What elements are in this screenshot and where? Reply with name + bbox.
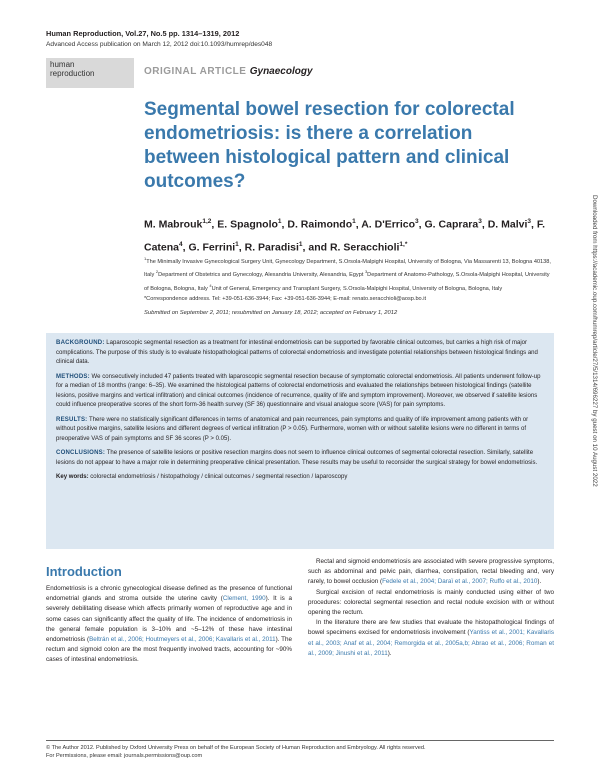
abstract-background: BACKGROUND: Laparoscopic segmental resection as a treatment for intestinal endometriosis can be supported by favorable clinical outcomes, but carries a high risk of major complications. The purpose of this study is to evaluate histopathological patterns of colorectal endometriosis and investigate potential relationships between histological findings and clinical data. xyxy=(56,340,538,365)
author-affiliation-marker: 3 xyxy=(478,218,482,225)
introduction-heading: Introduction xyxy=(46,564,122,579)
author-name: F. Catena xyxy=(144,218,546,253)
author-affiliation-marker: 3 xyxy=(415,218,419,225)
author-affiliation-marker: 1 xyxy=(277,218,282,225)
author-affiliation-marker: 3 xyxy=(527,218,531,225)
author-name: G. Caprara xyxy=(424,218,479,231)
footer-divider xyxy=(46,740,554,741)
author-affiliation-marker: 1 xyxy=(298,240,303,248)
download-watermark: Downloaded from https://academic.oup.com/humrep/article/27/5/1314/696227 by guest on 10 August 2022 xyxy=(591,195,598,487)
author-affiliation-marker: 4 xyxy=(179,240,183,248)
author-name: D. Raimondo xyxy=(287,218,353,231)
journal-logo-text: human reproduction xyxy=(50,60,95,78)
abstract-conclusions: CONCLUSIONS: The presence of satellite lesions or positive resection margins does not seem to influence clinical outcomes of segmental colorectal resection. Similarly, satellite lesions do not appear to have a major role in determining preoperative clinical presentation. These results may be useful to reconsider the surgical strategy for bowel endometriosis. xyxy=(56,450,538,466)
author-name: E. Spagnolo xyxy=(217,218,278,231)
journal-citation: Human Reproduction, Vol.27, No.5 pp. 1314–1319, 2012 xyxy=(46,29,240,38)
correspondence-address: *Correspondence address. Tel: +39-051-636-3944; Fax: +39-051-636-3944; E-mail: renato.seracchioli@aosp.bo.it xyxy=(144,296,427,302)
author-name: R. Paradisi xyxy=(244,241,299,253)
abstract-box xyxy=(46,333,554,549)
author-name: G. Ferrini xyxy=(188,241,236,253)
citation-link[interactable]: Clement, 1990 xyxy=(222,595,266,603)
citation-link[interactable]: Yantiss et al., 2001; Kavallaris et al., 2003; Anaf et al., 2004; Remorgida et al., 2005a,b; Abrao et al., 2006; Roman et al., 2009; Jinushi et al., 2011 xyxy=(308,629,554,657)
author-affiliation-marker: 1,2 xyxy=(202,218,212,225)
advance-access-line: Advanced Access publication on March 12, 2012 doi:10.1093/humrep/des048 xyxy=(46,41,273,48)
submission-dates: Submitted on September 2, 2011; resubmitted on January 18, 2012; accepted on February 1, 2012 xyxy=(144,310,398,316)
author-name: D. Malvi xyxy=(487,218,528,231)
author-name: R. Seracchioli xyxy=(329,241,400,253)
intro-right-column: Rectal and sigmoid endometriosis are associated with severe progressive symptoms, such as abdominal and pelvic pain, diarrhea, constipation, rectal bleeding and, very rarely, to bowel occlusion (Fedele et al., 2004; Daraï et al., 2007; Ruffo et al., 2010). Surgical excision of rectal endometriosis is mainly conducted using either of two procedures: colorectal segmental resection and rectal nodule excision with or without opening the rectum. In the literature there are few studies that evaluate the histopathological findings of bowel specimens excised for endometriosis involvement (Yantiss et al., 2001; Kavallaris et al., 2003; Anaf et al., 2004; Remorgida et al., 2005a,b; Abrao et al., 2006; Roman et al., 2009; Jinushi et al., 2011). xyxy=(308,558,554,657)
author-affiliation-marker: 1,* xyxy=(399,240,408,248)
citation-link[interactable]: Beltrán et al., 2006; Houtmeyers et al., 2006; Kavallaris et al., 2011 xyxy=(89,636,276,644)
paper-title: Segmental bowel resection for colorectal endometriosis: is there a correlation between histological pattern and clinical outcomes? xyxy=(144,99,515,192)
abstract-results: RESULTS: There were no statistically significant differences in terms of anatomical and pain recurrences, pain symptoms and quality of life improvement among patients with or without positive margins, satellite lesions and different degrees of vertical infiltration (P > 0.05). Furthermore, women with or without satellite lesions were no different in terms of preoperative VAS of pain symptoms and SF 36 scores (P > 0.05). xyxy=(56,416,529,442)
abstract-methods: METHODS: We consecutively included 47 patients treated with laparoscopic segmental resection because of symptomatic colorectal endometriosis. All patients underwent follow-up for a median of 18 months (range: 6–35). We examined the histological patterns of colorectal endometriosis and evaluated the relationships between histological findings (satellite lesions, positive margins and vertical infiltration) and clinical outcomes (incidence of recurrence, quality of life and symptom improvement). Moreover, we observed if satellite lesions could influence preoperative scores of the short form-36 health survey (SF 36) questionnaire and visual analogue score (VAS) for pain symptoms. xyxy=(56,373,541,408)
author-name: M. Mabrouk xyxy=(144,218,203,231)
copyright-footer: © The Author 2012. Published by Oxford University Press on behalf of the European Society of Human Reproduction and Embryology. All rights reserved. For Permissions, please email: journals.permissions@oup.com xyxy=(46,745,426,759)
author-name: A. D'Errico xyxy=(361,218,416,231)
abstract-keywords: Key words: colorectal endometriosis / histopathology / clinical outcomes / segmental resection / laparoscopy xyxy=(56,474,348,480)
article-type-label: ORIGINAL ARTICLE Gynaecology xyxy=(144,66,313,77)
affiliations: $^1$The Minimally Invasive Gynecological Surgery Unit, Gynecology Department, S.Orsola-Malpighi Hospital, University of Bologna, Via Massarenti 13, Bologna 40138, Italy $^2$Department of Obstetrics and Gynecology, Alexandria University, Alexandria, Egypt $^3$Department of Anatomo-Pathology, S.Orsola-Malpighi Hospital, University of Bologna, Bologna, Italy $^4$Unit of General, Emergency and Transplant Surgery, S.Orsola-Malpighi Hospital, University of Bologna, Bologna, Italy xyxy=(144,256,551,292)
author-affiliation-marker: 1 xyxy=(352,218,356,225)
author-affiliation-marker: 1 xyxy=(235,240,239,248)
citation-link[interactable]: Fedele et al., 2004; Daraï et al., 2007; Ruffo et al., 2010 xyxy=(382,578,538,586)
article-subtype: Gynaecology xyxy=(249,66,313,77)
intro-left-column: Endometriosis is a chronic gynecological disease defined as the presence of functional endometrial glands and stroma outside the uterine cavity (Clement, 1990). It is a severely debilitating disease which affects primarily women of reproductive age and in some cases can significantly affect the quality of life. The incidence of endometriosis in the general female population is 3–10% and ~5–12% of these have intestinal endometriosis (Beltrán et al., 2006; Houtmeyers et al., 2006; Kavallaris et al., 2011). The rectum and sigmoid colon are the most frequently involved tracts, accounting for ~90% cases of intestinal endometriosis. xyxy=(46,585,293,664)
author-list: M. Mabrouk$^{1,2}$, E. Spagnolo$^1$, D. Raimondo$^1$, A. D'Errico$^3$, G. Caprara$^3$, D. Malvi$^3$, F. Catena$^4$, G. Ferrini$^1$, R. Paradisi$^1$, and R. Seracchioli$^{1,*}$ xyxy=(144,218,546,253)
